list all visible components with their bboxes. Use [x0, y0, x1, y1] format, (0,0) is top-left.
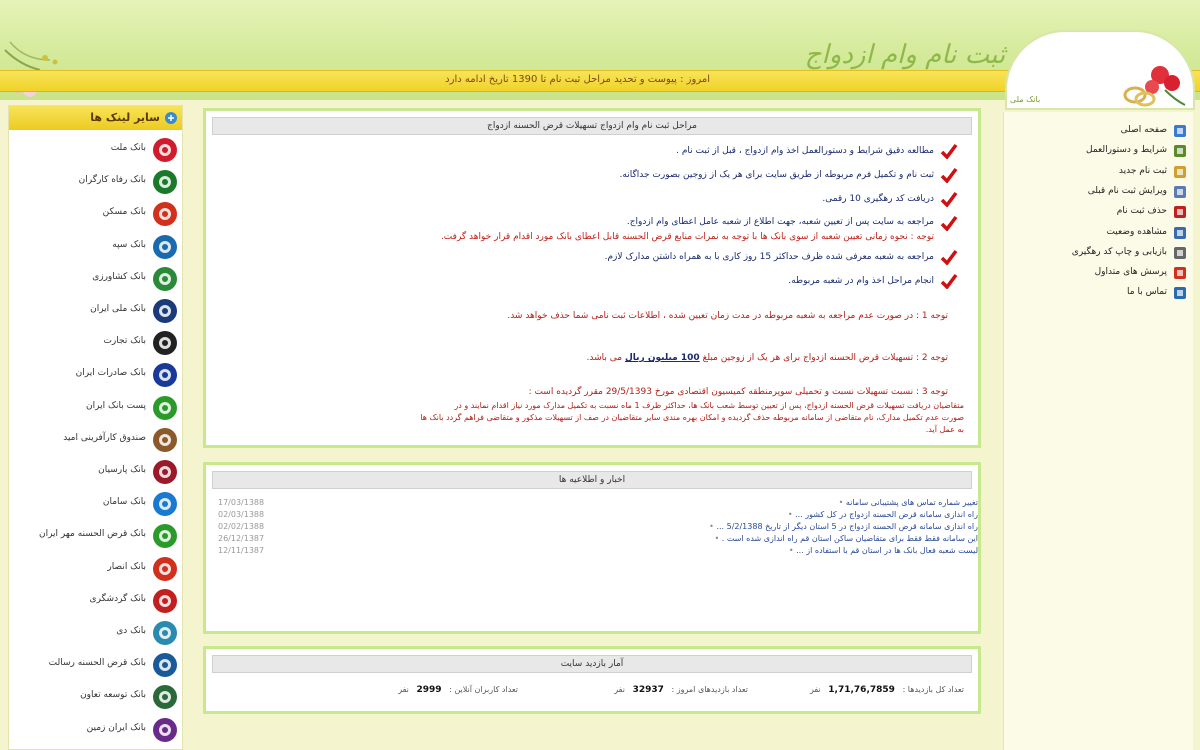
- news-ticker[interactable]: امروز : پیوست و تحدید مراحل ثبت نام تا 1390 تاریخ ادامه دارد: [445, 74, 710, 85]
- home-icon: [1173, 124, 1187, 138]
- keshavarzi-logo-icon: [152, 266, 178, 292]
- news-date: 02/02/1388: [218, 522, 265, 531]
- nav-item-2[interactable]: [1007, 163, 1187, 183]
- nav-label: حذف ثبت نام: [1116, 206, 1167, 217]
- nav-item-1[interactable]: [1007, 142, 1187, 162]
- step-4: مراجعه به سایت پس از تعیین شعبه، جهت اطلاع از شعبه عامل اعطای وام ازدواج.: [626, 217, 934, 227]
- site-header: [0, 0, 1200, 104]
- bank-link-4[interactable]: [9, 263, 184, 295]
- news-item[interactable]: [218, 510, 978, 522]
- bank-name: بانک پارسیان: [98, 465, 146, 475]
- bank-name: بانک توسعه تعاون: [80, 690, 146, 701]
- bank-name: بانک قرض الحسنه رسالت: [48, 658, 146, 669]
- note-3-title: توجه 3 : نسبت تسهیلات نسبت و تحمیلی سوپرمنطقه کمیسیون اقتصادی مورخ 29/5/1393 مقرر گردیده است :: [528, 387, 948, 397]
- total-visits-value: 1,71,76,7859: [828, 685, 895, 695]
- step-1: مطالعه دقیق شرایط و دستورالعمل اخذ وام ازدواج ، قبل از ثبت نام .: [676, 146, 934, 156]
- bank-name: بانک ملت: [110, 143, 146, 153]
- registration-steps-box: [203, 108, 981, 448]
- total-visits: تعداد کل بازدیدها : 1,71,76,7859 نفر: [809, 685, 964, 695]
- edit-icon: [1173, 185, 1187, 199]
- checkmark-icon: [940, 143, 958, 159]
- loan-amount-link[interactable]: 100 میلیون ریال: [624, 353, 700, 363]
- nav-item-5[interactable]: [1007, 224, 1187, 244]
- register-icon: [1173, 165, 1187, 179]
- bank-name: پست بانک ایران: [86, 400, 146, 411]
- checkmark-icon: [940, 167, 958, 183]
- news-date: 12/11/1387: [218, 546, 265, 555]
- news-headline[interactable]: تغییر شماره تماس های پشتیبانی سامانه •: [839, 498, 978, 507]
- bank-link-13[interactable]: [9, 553, 184, 585]
- nav-item-8[interactable]: [1007, 284, 1187, 304]
- bank-link-14[interactable]: [9, 585, 184, 617]
- news-box: [203, 462, 981, 634]
- bank-link-6[interactable]: [9, 327, 184, 359]
- bank-link-11[interactable]: [9, 488, 184, 520]
- nav-item-4[interactable]: [1007, 203, 1187, 223]
- news-headline[interactable]: راه اندازی سامانه قرض الحسنه ازدواج در 5 استان دیگر از تاریخ 5/2/1388 ... •: [709, 522, 978, 531]
- bank-name: بانک قرض الحسنه مهر ایران: [38, 529, 146, 540]
- nav-item-7[interactable]: [1007, 264, 1187, 284]
- parsian-logo-icon: [152, 459, 178, 485]
- gardeshgari-logo-icon: [152, 588, 178, 614]
- main-navigation: [1003, 112, 1193, 750]
- stats-title: آمار بازدید سایت: [212, 655, 972, 673]
- document-icon: [1173, 144, 1187, 158]
- bank-name: بانک مسکن: [102, 207, 146, 218]
- bank-link-9[interactable]: [9, 424, 184, 456]
- mellat-logo-icon: [152, 137, 178, 163]
- omid-logo-icon: [152, 427, 178, 453]
- bank-name: بانک ایران زمین: [86, 722, 146, 733]
- nav-item-3[interactable]: [1007, 183, 1187, 203]
- bank-link-1[interactable]: [9, 166, 184, 198]
- note-1: توجه 1 : در صورت عدم مراجعه به شعبه مربوطه در مدت زمان تعیین شده ، اطلاعات ثبت نامی شما حذف خواهد شد.: [507, 311, 948, 321]
- today-visits-value: 32937: [632, 685, 664, 695]
- ansar-logo-icon: [152, 556, 178, 582]
- bank-name: بانک سامان: [102, 497, 146, 508]
- today-visits: تعداد بازدیدهای امروز : 32937 نفر: [614, 685, 748, 695]
- printer-icon: [1173, 246, 1187, 260]
- nav-label: ویرایش ثبت نام قبلی: [1087, 185, 1167, 196]
- other-links-title: [9, 106, 182, 130]
- status-icon: [1173, 226, 1187, 240]
- bank-name: بانک صادرات ایران: [75, 368, 146, 379]
- note-3-line-3: به عمل آید.: [925, 425, 964, 434]
- checkmark-icon: [940, 191, 958, 207]
- news-item[interactable]: [218, 534, 978, 546]
- bank-name: بانک گردشگری: [89, 593, 146, 604]
- nav-label: صفحه اصلی: [1120, 125, 1167, 135]
- bank-link-0[interactable]: [9, 134, 184, 166]
- news-item[interactable]: [218, 546, 978, 558]
- bank-link-5[interactable]: [9, 295, 184, 327]
- bank-link-7[interactable]: [9, 359, 184, 391]
- news-headline[interactable]: این سامانه فقط فقط برای متقاضیان ساکن استان قم راه اندازی شده است . •: [714, 534, 978, 543]
- visit-stats-box: [203, 646, 981, 714]
- note-2: توجه 2 : تسهیلات قرض الحسنه ازدواج برای هر یک از زوجین مبلغ 100 میلیون ریال می باشد.: [586, 353, 948, 363]
- taavon-logo-icon: [152, 684, 178, 710]
- bank-link-8[interactable]: [9, 392, 184, 424]
- logo-caption: بانک ملی: [1010, 95, 1041, 104]
- maskan-logo-icon: [152, 201, 178, 227]
- news-headline[interactable]: راه اندازی سامانه قرض الحسنه ازدواج در کل کشور ... •: [788, 510, 978, 519]
- tejarat-logo-icon: [152, 330, 178, 356]
- nav-label: ثبت نام جدید: [1118, 165, 1167, 176]
- other-links-label: سایر لینک ها: [90, 111, 160, 124]
- refah-logo-icon: [152, 169, 178, 195]
- rings-flowers-icon: [1110, 55, 1190, 110]
- nav-item-6[interactable]: [1007, 244, 1187, 264]
- checkmark-icon: [940, 215, 958, 231]
- step-note: توجه : نحوه زمانی تعیین شعبه از سوی بانک ها با توجه به نمرات منابع قرض الحسنه قابل اعطای بانک مورد اقدام قرار خواهد گرفت.: [440, 232, 934, 242]
- bank-name: بانک سپه: [112, 239, 146, 250]
- bank-name: بانک انصار: [107, 561, 146, 572]
- bank-link-17[interactable]: [9, 681, 184, 713]
- bank-link-2[interactable]: [9, 198, 184, 230]
- bank-name: بانک ملی ایران: [90, 304, 146, 314]
- checkmark-icon: [940, 249, 958, 265]
- links-icon: [164, 111, 178, 125]
- news-date: 26/12/1387: [218, 534, 265, 543]
- other-links-panel: [8, 105, 183, 750]
- site-title: ثبت نام وام ازدواج: [804, 40, 1006, 70]
- delete-icon: [1173, 205, 1187, 219]
- bank-link-12[interactable]: [9, 520, 184, 552]
- bank-name: صندوق کارآفرینی امید: [63, 432, 146, 443]
- bank-name: بانک دی: [116, 626, 146, 636]
- nav-item-0[interactable]: [1007, 122, 1187, 142]
- nav-label: تماس با ما: [1127, 287, 1167, 298]
- news-headline[interactable]: لیست شعبه فعال بانک ها در استان قم با استفاده از ... •: [789, 546, 978, 555]
- sepah-logo-icon: [152, 234, 178, 260]
- checkmark-icon: [940, 273, 958, 289]
- news-date: 02/03/1388: [218, 510, 265, 519]
- nav-label: مشاهده وضعیت: [1106, 226, 1167, 237]
- melli-logo-icon: [152, 298, 178, 324]
- bank-link-10[interactable]: [9, 456, 184, 488]
- news-date: 17/03/1388: [218, 498, 265, 507]
- online-users: تعداد کاربران آنلاین : 2999 نفر: [398, 685, 518, 695]
- note-3-line-2: صورت عدم تکمیل مدارک، نام متقاضی از سامانه مربوطه حذف گردیده و امکان بهره مندی سایر متقاضیان در صف از تسهیلات مذکور و متقاضی فراهم گردد بانک ها: [420, 413, 964, 422]
- resalat-logo-icon: [152, 652, 178, 678]
- news-item[interactable]: [218, 522, 978, 534]
- day-logo-icon: [152, 620, 178, 646]
- postbank-logo-icon: [152, 395, 178, 421]
- bank-link-3[interactable]: [9, 231, 184, 263]
- note-3-line-1: متقاضیان دریافت تسهیلات قرض الحسنه ازدواج، پس از تعیین توسط شعب بانک ها، حداکثر ظرف 1 ماه نسبت به تکمیل مدارک مورد نیاز اقدام نمایند و در: [454, 401, 964, 410]
- saman-logo-icon: [152, 491, 178, 517]
- news-item[interactable]: [218, 498, 978, 510]
- bank-name: بانک رفاه کارگران: [78, 175, 146, 186]
- bank-link-15[interactable]: [9, 617, 184, 649]
- step-3: دریافت کد رهگیری 10 رقمی.: [822, 194, 934, 204]
- nav-label: بازیابی و چاپ کد رهگیری: [1071, 246, 1167, 257]
- bank-name: بانک کشاورزی: [92, 271, 146, 282]
- step-5: مراجعه به شعبه معرفی شده ظرف حداکثر 15 روز کاری با به همراه داشتن مدارک لازم.: [604, 252, 934, 262]
- steps-title: مراحل ثبت نام وام ازدواج تسهیلات قرض الحسنه ازدواج: [212, 117, 972, 135]
- online-users-value: 2999: [416, 685, 442, 695]
- step-6: انجام مراحل اخذ وام در شعبه مربوطه.: [788, 276, 934, 286]
- step-2: ثبت نام و تکمیل فرم مربوطه از طریق سایت برای هر یک از زوجین بصورت جداگانه.: [619, 170, 934, 180]
- bank-link-16[interactable]: [9, 649, 184, 681]
- mehr-logo-icon: [152, 523, 178, 549]
- contact-icon: [1173, 286, 1187, 300]
- nav-label: پرسش های متداول: [1094, 267, 1167, 278]
- help-icon: [1173, 266, 1187, 280]
- bank-link-18[interactable]: [9, 714, 184, 746]
- nav-label: شرایط و دستورالعمل: [1086, 145, 1167, 156]
- saderat-logo-icon: [152, 362, 178, 388]
- news-title: اخبار و اطلاعیه ها: [212, 471, 972, 489]
- bank-name: بانک تجارت: [103, 336, 146, 347]
- iranzamin-logo-icon: [152, 717, 178, 743]
